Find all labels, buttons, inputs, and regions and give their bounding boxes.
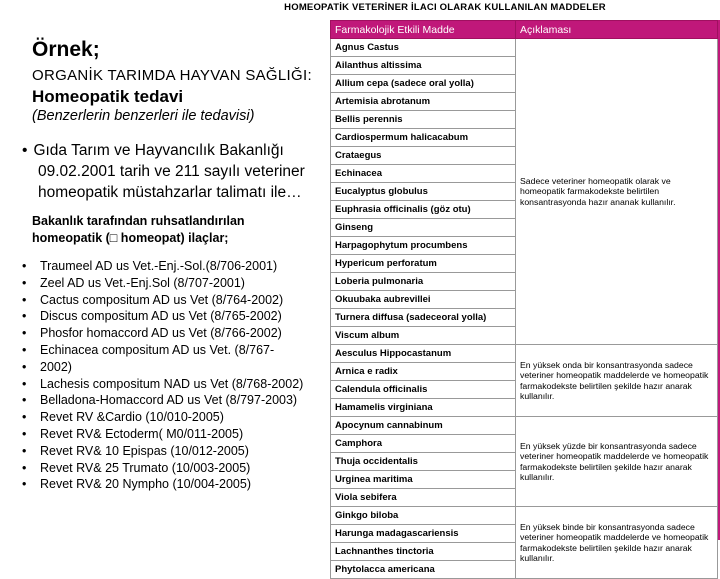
table-cell: Ginseng: [331, 219, 516, 237]
bullet-icon: •: [22, 142, 28, 159]
group2-description: En yüksek onda bir konsantrasyonda sadece veteriner homeopatik maddelerde ve homeopatik farmakodekste belirtilen şekilde hazır anarak kullanılır.: [516, 345, 718, 417]
table-cell: Loberia pulmonaria: [331, 273, 516, 291]
list-item: • Revet RV& 20 Nympho (10/004-2005): [22, 476, 303, 493]
table-cell: Phytolacca americana: [331, 561, 516, 579]
table-cell: Okuubaka aubrevillei: [331, 291, 516, 309]
table-cell: Agnus Castus: [331, 39, 516, 57]
list-item: • Discus compositum AD us Vet (8/765-2002): [22, 308, 303, 325]
table-cell: Ginkgo biloba: [331, 507, 516, 525]
table-title: HOMEOPATİK VETERİNER İLACI OLARAK KULLANILAN MADDELER: [284, 2, 606, 13]
table-cell: Thuja occidentalis: [331, 453, 516, 471]
table-cell: Harpagophytum procumbens: [331, 237, 516, 255]
table-cell: Cardiospermum halicacabum: [331, 129, 516, 147]
list-item: • Traumeel AD us Vet.-Enj.-Sol.(8/706-2001): [22, 258, 303, 275]
list-item: • Zeel AD us Vet.-Enj.Sol (8/707-2001): [22, 275, 303, 292]
group4-description: En yüksek binde bir konsantrasyonda sadece veteriner homeopatik maddelerde ve homeopatik farmakodekste belirtilen şekilde hazır anarak kullanılır.: [516, 507, 718, 579]
topic-note: (Benzerlerin benzerleri ile tedavisi): [32, 108, 255, 124]
table-cell: Calendula officinalis: [331, 381, 516, 399]
group1-description: Sadece veteriner homeopatik olarak ve homeopatik farmakodekste belirtilen konsantrasyonda hazır ananak kullanılır.: [516, 39, 718, 345]
table-row: [331, 345, 718, 363]
table-cell: Ailanthus altissima: [331, 57, 516, 75]
list-item: • Phosfor homaccord AD us Vet (8/766-2002): [22, 325, 303, 342]
table-row: [331, 39, 718, 57]
table-cell: Allium cepa (sadece oral yolla): [331, 75, 516, 93]
list-item: • Cactus compositum AD us Vet (8/764-2002): [22, 292, 303, 309]
list-item: • Revet RV& 25 Trumato (10/003-2005): [22, 460, 303, 477]
licensed-heading-line-2: homeopatik (□ homeopat) ilaçlar;: [32, 231, 229, 245]
intro-line-3: homeopatik müstahzarlar talimatı ile…: [38, 184, 302, 201]
table-cell: Viola sebifera: [331, 489, 516, 507]
table-cell: Lachnanthes tinctoria: [331, 543, 516, 561]
list-item: • Echinacea compositum AD us Vet. (8/767-: [22, 342, 303, 359]
table-cell: Crataegus: [331, 147, 516, 165]
intro-line-1: Gıda Tarım ve Hayvancılık Bakanlığı: [33, 142, 284, 159]
list-item: • Revet RV& Ectoderm( M0/011-2005): [22, 426, 303, 443]
table-cell: Echinacea: [331, 165, 516, 183]
group3-description: En yüksek yüzde bir konsantrasyonda sadece veteriner homeopatik maddelerde ve homeopatik farmakodekste belirtilen şekilde hazır anarak kullanılır.: [516, 417, 718, 507]
table-cell: Bellis perennis: [331, 111, 516, 129]
table-row: [331, 507, 718, 525]
table-cell: Urginea maritima: [331, 471, 516, 489]
table-cell: Arnica e radix: [331, 363, 516, 381]
licensed-heading: [32, 213, 245, 247]
table-cell: Aesculus Hippocastanum: [331, 345, 516, 363]
licensed-heading-line-1: Bakanlık tarafından ruhsatlandırılan: [32, 214, 245, 228]
table-cell: Harunga madagascariensis: [331, 525, 516, 543]
table-cell: Hamamelis virginiana: [331, 399, 516, 417]
heading: Örnek;: [32, 38, 100, 61]
list-item: • 2002): [22, 359, 303, 376]
table-row: [331, 417, 718, 435]
medicine-list: [22, 258, 303, 493]
subheading: ORGANİK TARIMDA HAYVAN SAĞLIĞI:: [32, 67, 312, 84]
table-cell: Camphora: [331, 435, 516, 453]
table-cell: Artemisia abrotanum: [331, 93, 516, 111]
topic-title: Homeopatik tedavi: [32, 87, 184, 106]
column-header-substance: Farmakolojik Etkili Madde: [331, 21, 516, 39]
table-cell: Hypericum perforatum: [331, 255, 516, 273]
table-cell: Turnera diffusa (sadeceoral yolla): [331, 309, 516, 327]
intro-line-2: 09.02.2001 tarih ve 211 sayılı veteriner: [38, 163, 305, 180]
list-item: • Revet RV& 10 Epispas (10/012-2005): [22, 443, 303, 460]
table-cell: Apocynum cannabinum: [331, 417, 516, 435]
table-cell: Eucalyptus globulus: [331, 183, 516, 201]
homeopathic-table: [330, 20, 718, 579]
list-item: • Lachesis compositum NAD us Vet (8/768-2002): [22, 376, 303, 393]
table-cell: Viscum album: [331, 327, 516, 345]
table-cell: Euphrasia officinalis (göz otu): [331, 201, 516, 219]
ministry-bullet: [22, 140, 305, 203]
table-header-row: [331, 21, 718, 39]
column-header-description: Açıklaması: [516, 21, 718, 39]
list-item: • Belladona-Homaccord AD us Vet (8/797-2003): [22, 392, 303, 409]
list-item: • Revet RV &Cardio (10/010-2005): [22, 409, 303, 426]
